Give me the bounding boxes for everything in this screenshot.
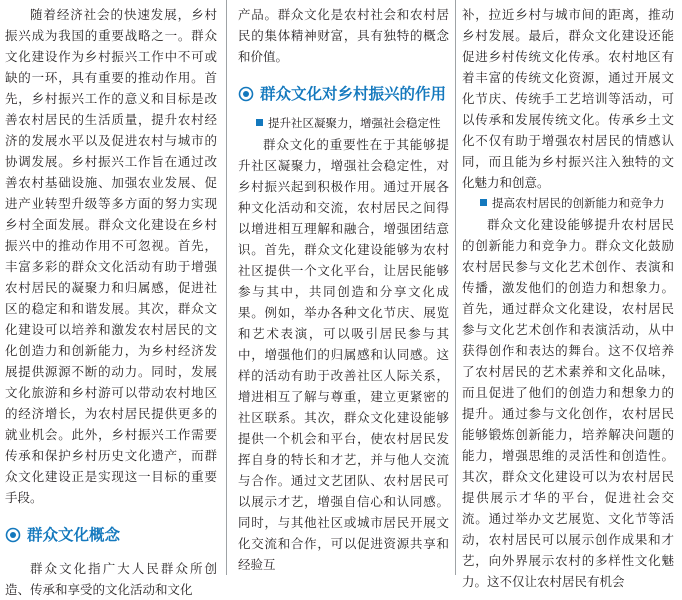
body-paragraph: 群众文化的重要性在于其能够提升社区凝聚力，增强社会稳定性，对乡村振兴起到积极作用。通过开展各种文化活动和交流，农村居民之间得以增进相互理解和融合，增强团结意识。首先，群众文化建设能够为农村社区提供一个文化平台，让居民能够参与其中，共同创造和分享文化成果。例如，举办各种文化节庆、展览和艺术表演，可以吸引居民参与其中，增强他们的归属感和认同感。这样的活动有助于改善社区人际关系，增进相互了解与尊重，建立更紧密的社区联系。其次，群众文化建设能够提供一个机会和平台，使农村居民发挥自身的特长和才艺，并与他人交流与合作。通过文艺团队、农村居民可以展示才艺，增强自信心和认同感。同时，与其他社区或城市居民开展文化交流和合作，可以促进资源共享和经验互 (238, 137, 449, 572)
circle-dot-icon (5, 525, 23, 545)
section-heading (5, 525, 217, 545)
circle-dot-icon (238, 84, 256, 104)
subheading (462, 193, 674, 214)
column-divider (455, 0, 456, 575)
column-2 (238, 4, 449, 575)
subheading-text: 提高农村居民的创新能力和竞争力 (492, 196, 665, 210)
section-heading-text: 群众文化概念 (27, 526, 121, 544)
square-bullet-icon (256, 119, 263, 126)
body-paragraph: 补，拉近乡村与城市间的距离，推动乡村发展。最后，群众文化建设还能促进乡村传统文化传承。农村地区有着丰富的传统文化资源，通过开展文化节庆、传统手工艺培训等活动，可以传承和发展传统文化。传承乡土文化不仅有助于增强农村居民的情感认同，而且能为乡村振兴注入独特的文化魅力和创意。 (462, 7, 674, 190)
body-paragraph: 群众文化建设能够提升农村居民的创新能力和竞争力。群众文化鼓励农村居民参与文化艺术创作、表演和传播，激发他们的创造力和想象力。首先，通过群众文化建设，农村居民参与文化艺术创作和表演活动，从中获得创作和表达的舞台。这不仅培养了农村居民的艺术素养和文化品味，而且促进了他们的创造力和想象力的提升。通过参与文化创作，农村居民能够锻炼创新能力，培养解决问题的能力，增强思维的灵活性和创造性。其次，群众文化建设可以为农村居民提供展示才华的平台，促进社会交流。通过举办文艺展览、文化节等活动，农村居民可以展示创作成果和才艺，向外界展示农村的多样性文化魅力。这不仅让农村居民有机会 (462, 217, 674, 589)
column-1 (5, 4, 217, 600)
square-bullet-icon (480, 199, 487, 206)
body-paragraph: 群众文化指广大人民群众所创造、传承和享受的文化活动和文化 (5, 561, 217, 597)
subheading-text: 提升社区凝聚力，增强社会稳定性 (268, 116, 441, 130)
body-paragraph: 产品。群众文化是农村社会和农村居民的集体精神财富，具有独特的概念和价值。 (238, 7, 449, 64)
section-heading-text: 群众文化对乡村振兴的作用 (260, 85, 447, 103)
subheading (238, 113, 449, 134)
column-3 (462, 4, 674, 592)
column-divider (226, 0, 227, 575)
body-paragraph: 随着经济社会的快速发展，乡村振兴成为我国的重要战略之一。群众文化建设作为乡村振兴工作中不可或缺的一环，具有重要的推动作用。首先，乡村振兴工作的意义和目标是改善农村居民的生活质量，提升农村经济的发展水平以及促进农村与城市的协调发展。乡村振兴工作旨在通过改善农村基础设施、加强农业发展、促进产业转型升级等多方面的努力实现乡村全面发展。群众文化建设在乡村振兴中的推动作用不可忽视。首先，丰富多彩的群众文化活动有助于增强农村居民的凝聚力和归属感，促进社区的稳定和和谐发展。其次，群众文化建设可以培养和激发农村居民的文化创造力和创新能力，为乡村经济发展提供源源不断的动力。同时，发展文化旅游和乡村游可以带动农村地区的经济增长，为农村居民提供更多的就业机会。此外，乡村振兴工作需要传承和保护乡村历史文化遗产，而群众文化建设正是实现这一目标的重要手段。 (5, 7, 217, 505)
section-heading (238, 84, 449, 104)
